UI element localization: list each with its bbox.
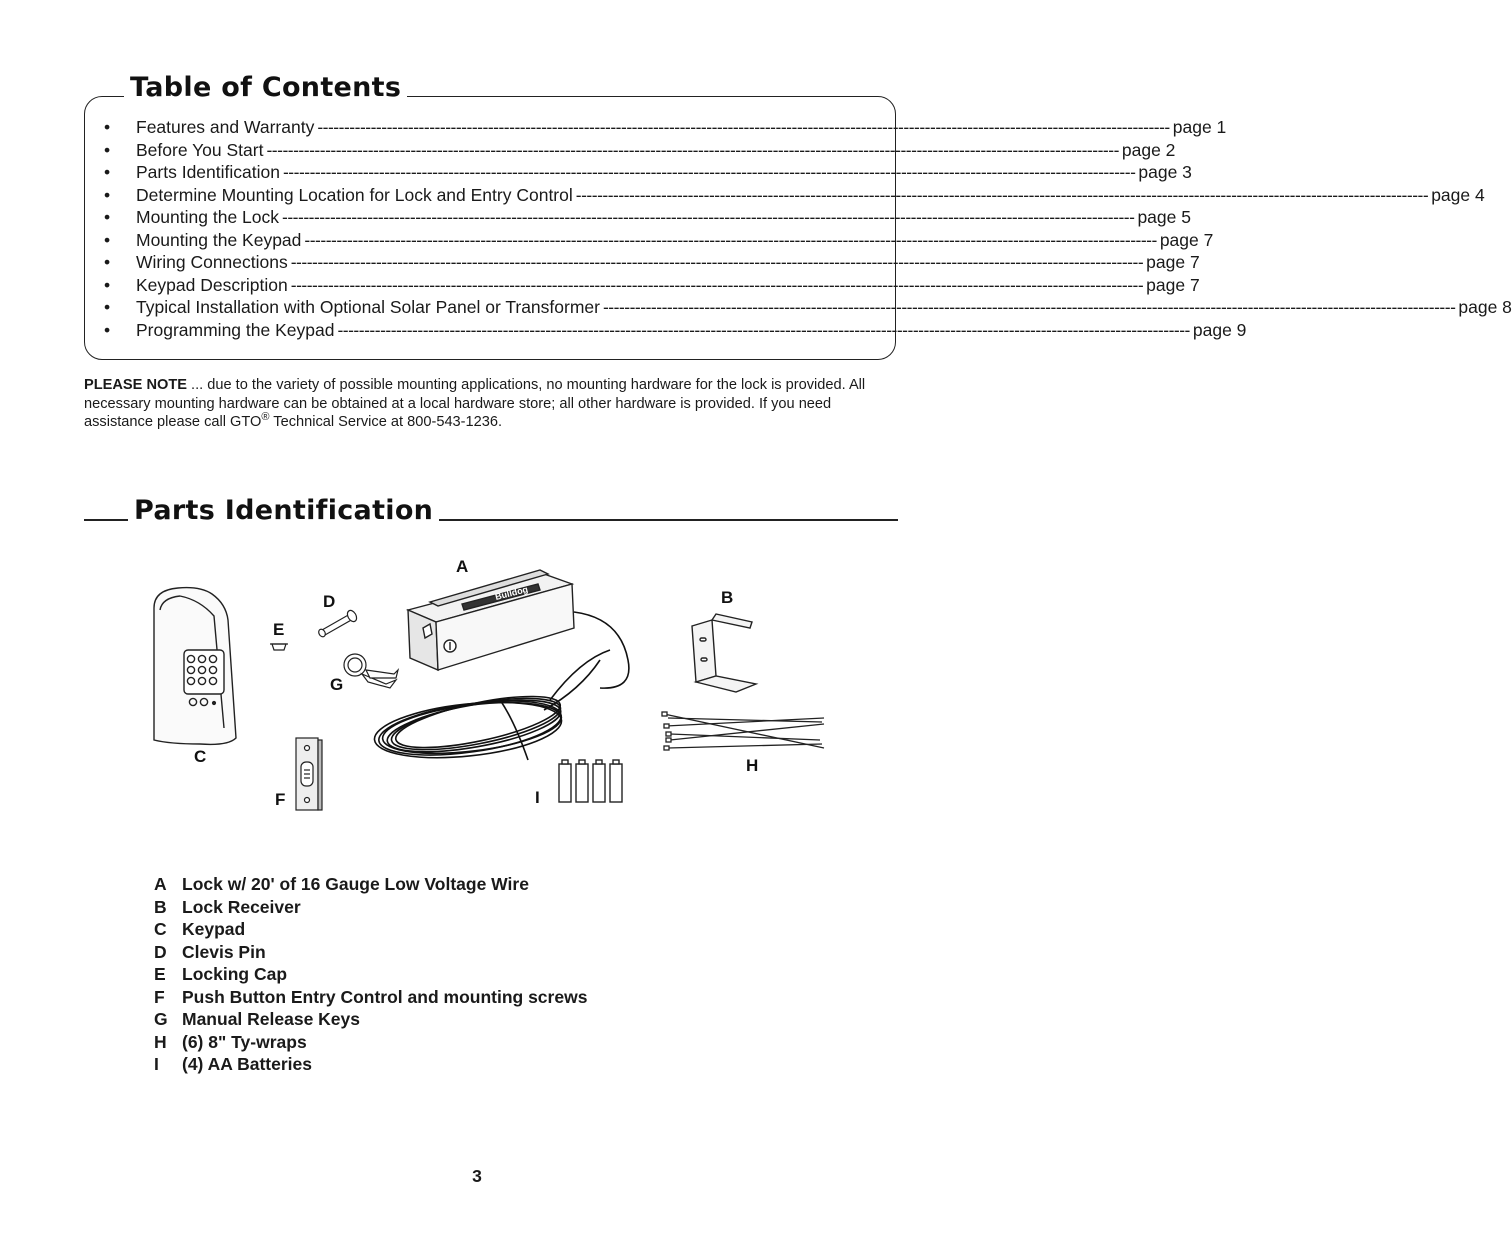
leader-dots: ---------------------------------------------------------------------------------------------------------------------------------------------------------------- — [290, 274, 1144, 295]
toc-item-page: page 5 — [1137, 207, 1191, 227]
figure-label-d: D — [323, 592, 336, 611]
lock-receiver-illustration — [692, 614, 756, 692]
parts-list-item — [154, 1053, 587, 1076]
part-letter: B — [154, 896, 167, 917]
toc-item[interactable] — [104, 116, 1227, 139]
figure-label-e: E — [273, 620, 285, 639]
toc-item-page: page 9 — [1192, 319, 1247, 340]
toc-item[interactable] — [104, 139, 1176, 162]
part-description: Locking Cap — [182, 964, 288, 984]
page-number: 3 — [472, 1166, 482, 1186]
part-description: Clevis Pin — [182, 941, 266, 962]
toc-heading: Table of Contents — [124, 73, 407, 103]
leader-dots: ---------------------------------------------------------------------------------------------------------------------------------------------------------------- — [317, 117, 1170, 137]
toc-item-page: page 7 — [1146, 252, 1200, 272]
toc-item-page: page 3 — [1138, 162, 1192, 182]
leader-dots: ---------------------------------------------------------------------------------------------------------------------------------------------------------------- — [266, 139, 1119, 160]
figure-label-i: I — [535, 788, 540, 807]
toc-item-page: page 7 — [1146, 274, 1200, 295]
toc-item-page: page 2 — [1121, 139, 1176, 160]
toc-item[interactable] — [104, 229, 1214, 252]
toc-item-title: Programming the Keypad — [136, 319, 335, 340]
batteries-illustration — [559, 760, 622, 802]
parts-list-item — [154, 941, 587, 964]
clevis-pin-illustration — [317, 609, 358, 638]
part-description: (6) 8" Ty-wraps — [182, 1031, 307, 1052]
push-button-illustration — [296, 738, 322, 810]
part-letter: I — [154, 1054, 159, 1074]
please-note-text-end: Technical Service at 800-543-1236. — [269, 414, 503, 430]
keys-illustration — [344, 654, 398, 688]
figure-label-a: A — [456, 557, 469, 576]
figure-label-c: C — [194, 747, 207, 766]
part-letter: D — [154, 941, 167, 962]
toc-item-title: Parts Identification — [136, 162, 280, 182]
toc-item[interactable] — [104, 161, 1192, 184]
toc-item[interactable] — [104, 206, 1191, 229]
toc-item-title: Mounting the Lock — [136, 207, 280, 227]
toc-item-title: Determine Mounting Location for Lock and Entry Control — [136, 184, 573, 205]
parts-list-item — [154, 1031, 587, 1054]
part-letter: C — [154, 919, 167, 939]
leader-dots: ---------------------------------------------------------------------------------------------------------------------------------------------------------------- — [290, 252, 1144, 272]
part-letter: F — [154, 986, 165, 1007]
figure-label-b: B — [721, 588, 734, 607]
toc-item-page: page 4 — [1431, 184, 1485, 205]
bullet: • — [104, 207, 111, 227]
locking-cap-illustration — [270, 644, 288, 650]
please-note-label: PLEASE NOTE — [84, 377, 187, 393]
parts-list-item — [154, 896, 587, 919]
toc-item-title: Typical Installation with Optional Solar Panel or Transformer — [136, 297, 600, 317]
toc-item-title: Mounting the Keypad — [136, 229, 302, 250]
toc-list — [104, 116, 1512, 341]
leader-dots: ---------------------------------------------------------------------------------------------------------------------------------------------------------------- — [282, 207, 1135, 227]
toc-item-title: Features and Warranty — [136, 117, 315, 137]
parts-illustration — [140, 550, 840, 820]
bullet: • — [104, 117, 111, 137]
figure-label-f: F — [275, 790, 286, 809]
parts-list-item — [154, 963, 587, 986]
parts-list-item — [154, 1008, 587, 1031]
toc-item-title: Before You Start — [136, 139, 264, 160]
lock-illustration — [408, 570, 574, 670]
leader-dots: ---------------------------------------------------------------------------------------------------------------------------------------------------------------- — [304, 229, 1157, 250]
toc-item-title: Wiring Connections — [136, 252, 288, 272]
please-note-text: ... due to the variety of possible mounting applications, no mounting hardware for the lock is provided. All necessary mounting hardware can be obtained at a local hardware store; all other hardware is provided. If you need assistance please call GTO — [84, 377, 866, 430]
bullet: • — [104, 139, 111, 160]
leader-dots: ---------------------------------------------------------------------------------------------------------------------------------------------------------------- — [282, 162, 1136, 182]
ty-wraps-illustration — [662, 712, 824, 750]
toc-item[interactable] — [104, 251, 1200, 274]
toc-item-page: page 7 — [1159, 229, 1214, 250]
part-description: (4) AA Batteries — [182, 1054, 312, 1074]
part-description: Lock w/ 20' of 16 Gauge Low Voltage Wire — [182, 874, 529, 894]
part-letter: G — [154, 1009, 168, 1029]
figure-label-h: H — [746, 756, 759, 775]
figure-label-g: G — [330, 675, 344, 694]
toc-item-page: page 8 — [1458, 297, 1512, 317]
parts-list-item — [154, 918, 587, 941]
bullet: • — [104, 297, 111, 317]
part-description: Push Button Entry Control and mounting screws — [182, 986, 588, 1007]
bullet: • — [104, 319, 111, 340]
part-description: Lock Receiver — [182, 896, 301, 917]
keypad-illustration — [154, 588, 236, 745]
bullet: • — [104, 274, 111, 295]
bullet: • — [104, 184, 111, 205]
parts-list — [154, 873, 587, 1076]
part-letter: E — [154, 964, 166, 984]
bullet: • — [104, 162, 111, 182]
part-description: Keypad — [182, 919, 246, 939]
parts-list-item — [154, 986, 587, 1009]
parts-heading: Parts Identification — [128, 496, 439, 526]
leader-dots: ---------------------------------------------------------------------------------------------------------------------------------------------------------------- — [575, 184, 1429, 205]
part-description: Manual Release Keys — [182, 1009, 361, 1029]
bullet: • — [104, 252, 111, 272]
leader-dots: ---------------------------------------------------------------------------------------------------------------------------------------------------------------- — [602, 297, 1456, 317]
toc-item[interactable] — [104, 184, 1485, 207]
toc-item[interactable] — [104, 296, 1512, 319]
leader-dots: ---------------------------------------------------------------------------------------------------------------------------------------------------------------- — [337, 319, 1190, 340]
parts-list-item — [154, 873, 587, 896]
part-letter: A — [154, 874, 167, 894]
bullet: • — [104, 229, 111, 250]
toc-item-page: page 1 — [1172, 117, 1227, 137]
registered-mark: ® — [261, 411, 270, 424]
lock-brand-text: Bulldog — [494, 584, 529, 602]
toc-item-title: Keypad Description — [136, 274, 288, 295]
toc-item[interactable] — [104, 274, 1200, 297]
toc-item[interactable] — [104, 319, 1247, 342]
part-letter: H — [154, 1031, 167, 1052]
please-note-paragraph — [84, 376, 874, 432]
